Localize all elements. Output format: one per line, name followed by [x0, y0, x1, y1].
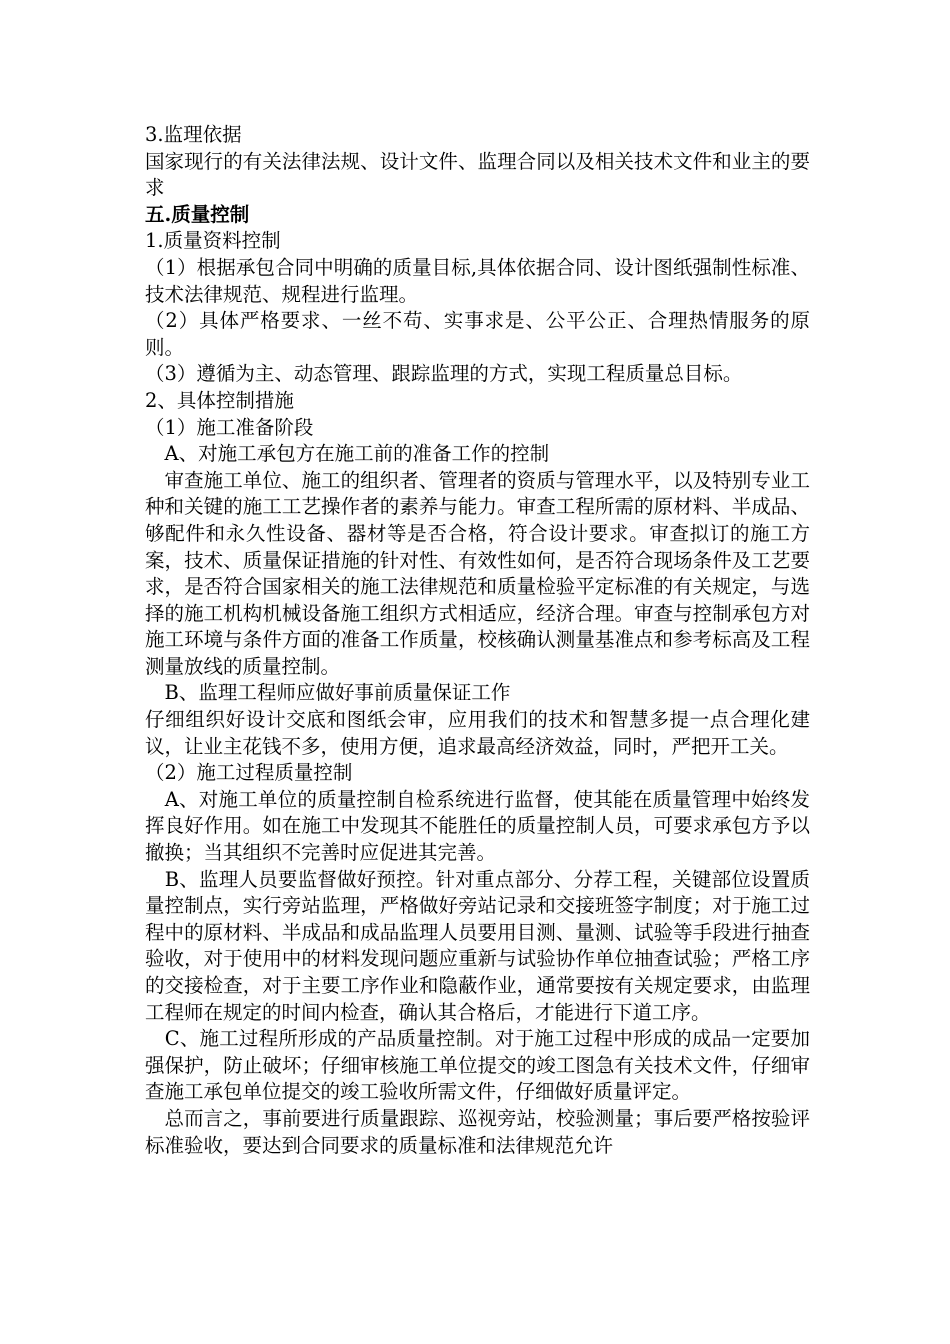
paragraph-prep-b-title: B、监理工程师应做好事前质量保证工作: [145, 681, 511, 705]
paragraph-item-1: （1）根据承包合同中明确的质量目标,具体依据合同、设计图纸强制性标准、技术法律规范、规程进行监理。: [145, 255, 810, 306]
paragraph-prep-a-body: 审查施工单位、施工的组织者、管理者的资质与管理水平，以及特别专业工种和关键的施工工艺操作者的素养与能力。审查工程所需的原材料、半成品、够配件和永久性设备、器材等是否合格，符合设计要求。审查拟订的施工方案，技术、质量保证措施的针对性、有效性如何，是否符合现场条件及工艺要求，是否符合国家相关的施工法律规范和质量检验平定标准的有关规定，与选择的施工机构机械设备施工组织方式相适应，经济合理。审查与控制承包方对施工环境与条件方面的准备工作质量，校核确认测量基准点和参考标高及工程测量放线的质量控制。: [145, 468, 810, 678]
paragraph-prep-a-title: A、对施工承包方在施工前的准备工作的控制: [145, 442, 550, 466]
paragraph-prep-b-body: 仔细组织好设计交底和图纸会审，应用我们的技术和智慧多提一点合理化建议，让业主花钱不多，使用方便，追求最高经济效益，同时，严把开工关。: [145, 708, 810, 758]
paragraph-item-3: （3）遵循为主、动态管理、跟踪监理的方式，实现工程质量总目标。: [145, 362, 743, 386]
section-heading-monitoring-basis: 3.监理依据: [145, 123, 242, 146]
paragraph-summary: 总而言之，事前要进行质量跟踪、巡视旁站，校验测量；事后要严格按验评标准验收，要达到合同要求的质量标准和法律规范允许: [145, 1106, 810, 1157]
paragraph-monitoring-basis: 国家现行的有关法律法规、设计文件、监理合同以及相关技术文件和业主的要求: [145, 149, 810, 200]
section-heading-quality-data: 1.质量资料控制: [145, 229, 281, 253]
paragraph-process-b: B、监理人员要监督做好预控。针对重点部分、分荐工程，关键部位设置质量控制点，实行旁站监理，严格做好旁站记录和交接班签字制度；对于施工过程中的原材料、半成品和成品监理人员要用目测、量测、试验等手段进行抽查验收，对于使用中的材料发现问题应重新与试验协作单位抽查试验；严格工序的交接检查，对于主要工序作业和隐蔽作业，通常要按有关规定要求，由监理工程师在规定的时间内检查，确认其合格后，才能进行下道工序。: [145, 867, 810, 1024]
paragraph-item-2: （2）具体严格要求、一丝不苟、实事求是、公平公正、合理热情服务的原则。: [145, 309, 810, 359]
document-page: [145, 122, 810, 1159]
paragraph-process-c: C、施工过程所形成的产品质量控制。对于施工过程中形成的成品一定要加强保护，防止破坏；仔细审核施工单位提交的竣工图急有关技术文件，仔细审查施工承包单位提交的竣工验收所需文件，仔细做好质量评定。: [145, 1027, 810, 1104]
chapter-heading-quality-control: 五.质量控制: [145, 202, 250, 226]
subsection-heading-preparation: （1）施工准备阶段: [145, 415, 314, 439]
paragraph-process-a: A、对施工单位的质量控制自检系统进行监督，使其能在质量管理中始终发挥良好作用。如在施工中发现其不能胜任的质量控制人员，可要求承包方予以撤换；当其组织不完善时应促进其完善。: [145, 787, 810, 865]
subsection-heading-process-control: （2）施工过程质量控制: [145, 761, 353, 785]
section-heading-control-measures: 2、具体控制措施: [145, 388, 294, 412]
